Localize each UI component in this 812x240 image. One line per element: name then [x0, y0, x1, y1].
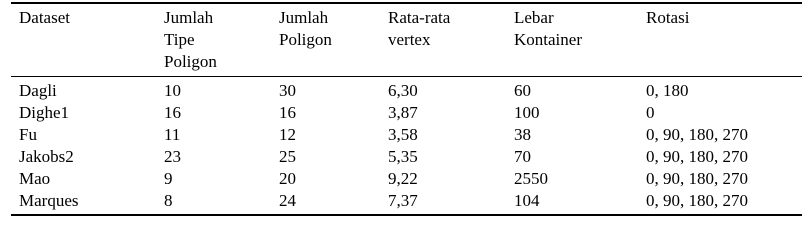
table-row [11, 190, 802, 215]
cell-jumlah-tipe-poligon: 16 [164, 103, 181, 122]
cell-lebar-kontainer: 38 [514, 125, 531, 144]
cell-jumlah-poligon: 30 [279, 81, 296, 100]
dataset-table [11, 2, 802, 216]
cell-jumlah-tipe-poligon: 9 [164, 169, 173, 188]
header-rata-rata-vertex-line-1: Rata-rata [388, 8, 451, 27]
header-row [11, 3, 802, 77]
header-rata-rata-vertex-line-2: vertex [388, 30, 431, 49]
cell-rata-rata-vertex: 3,87 [388, 103, 418, 122]
cell-rata-rata-vertex: 3,58 [388, 125, 418, 144]
header-jumlah-tipe-poligon [156, 3, 271, 77]
header-jumlah-poligon-line-1: Jumlah [279, 8, 329, 27]
cell-jumlah-poligon: 12 [279, 125, 296, 144]
cell-dataset: Marques [11, 190, 156, 215]
header-rotasi [638, 3, 802, 77]
header-rata-rata-vertex [380, 3, 506, 77]
cell-dataset: Dighe1 [19, 103, 70, 122]
cell-lebar-kontainer: 100 [514, 103, 540, 122]
table-header [11, 3, 802, 77]
header-rotasi-line: Rotasi [646, 8, 690, 27]
header-jumlah-tipe-poligon-line-1: Jumlah [164, 8, 214, 27]
cell-dataset: Fu [19, 125, 37, 144]
cell-rata-rata-vertex: 6,30 [388, 81, 418, 100]
cell-jumlah-poligon: 20 [279, 169, 296, 188]
cell-rotasi: 0, 90, 180, 270 [646, 169, 748, 188]
cell-dataset: Mao [19, 169, 51, 188]
cell-jumlah-tipe-poligon: 10 [164, 81, 181, 100]
header-dataset-line: Dataset [19, 8, 70, 27]
header-lebar-kontainer [506, 3, 638, 77]
table-row [11, 146, 802, 168]
header-jumlah-tipe-poligon-line-3: Poligon [164, 52, 217, 71]
table-row [11, 77, 802, 103]
cell-lebar-kontainer: 60 [514, 81, 531, 100]
header-jumlah-poligon-line-2: Poligon [279, 30, 332, 49]
header-lebar-kontainer-line-2: Kontainer [514, 30, 582, 49]
cell-lebar-kontainer: 104 [506, 190, 638, 215]
header-jumlah-tipe-poligon-line-2: Tipe [164, 30, 195, 49]
cell-rotasi: 0, 180 [646, 81, 689, 100]
cell-jumlah-poligon: 16 [279, 103, 296, 122]
header-lebar-kontainer-line-1: Lebar [514, 8, 554, 27]
cell-lebar-kontainer: 70 [514, 147, 531, 166]
cell-jumlah-tipe-poligon: 8 [156, 190, 271, 215]
cell-dataset: Dagli [19, 81, 57, 100]
table-row [11, 102, 802, 124]
cell-rata-rata-vertex: 9,22 [388, 169, 418, 188]
header-dataset [11, 3, 156, 77]
cell-rotasi: 0, 90, 180, 270 [646, 147, 748, 166]
table-body [11, 77, 802, 216]
header-jumlah-poligon [271, 3, 380, 77]
cell-lebar-kontainer: 2550 [514, 169, 548, 188]
dataset-table-container [11, 2, 802, 216]
cell-jumlah-tipe-poligon: 11 [164, 125, 181, 144]
cell-jumlah-poligon: 24 [271, 190, 380, 215]
cell-jumlah-tipe-poligon: 23 [164, 147, 181, 166]
cell-dataset: Jakobs2 [19, 147, 74, 166]
cell-rata-rata-vertex: 7,37 [380, 190, 506, 215]
table-row [11, 168, 802, 190]
cell-rotasi: 0, 90, 180, 270 [638, 190, 802, 215]
cell-rotasi: 0 [646, 103, 655, 122]
cell-rata-rata-vertex: 5,35 [388, 147, 418, 166]
cell-jumlah-poligon: 25 [279, 147, 296, 166]
table-row [11, 124, 802, 146]
cell-rotasi: 0, 90, 180, 270 [646, 125, 748, 144]
